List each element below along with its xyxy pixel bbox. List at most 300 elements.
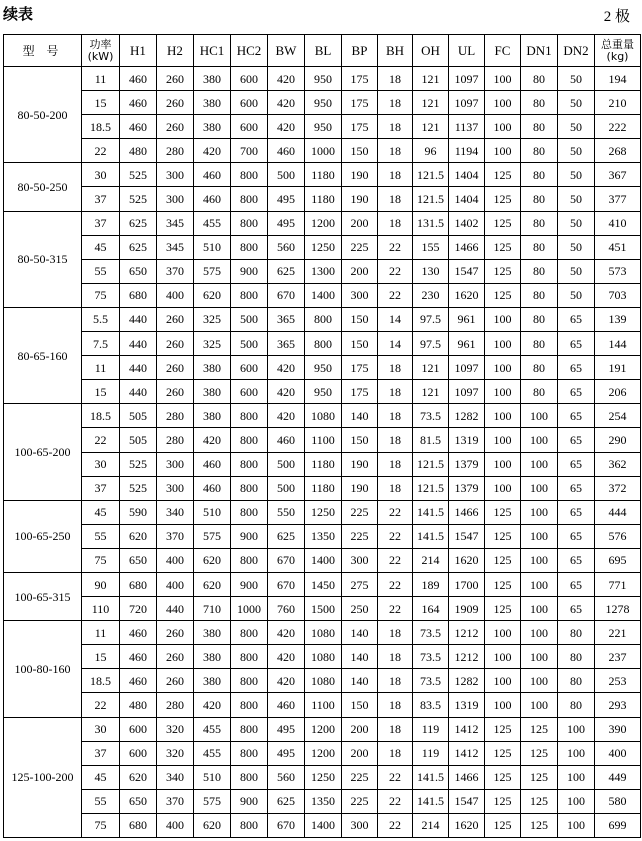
- table-cell: 80: [521, 91, 558, 115]
- table-cell: 800: [231, 500, 268, 524]
- table-cell: 55: [82, 789, 120, 813]
- table-cell: 125: [485, 163, 521, 187]
- table-cell: 80: [521, 235, 558, 259]
- table-cell: 367: [595, 163, 641, 187]
- table-cell: 22: [378, 597, 413, 621]
- table-row: [4, 235, 641, 259]
- table-cell: 125: [485, 259, 521, 283]
- table-cell: 260: [157, 645, 194, 669]
- table-cell: 14: [378, 332, 413, 356]
- table-cell: 1404: [449, 187, 485, 211]
- table-cell: 510: [194, 500, 231, 524]
- table-cell: 950: [305, 67, 342, 91]
- table-cell: 1250: [305, 500, 342, 524]
- table-cell: 1547: [449, 259, 485, 283]
- table-cell: 18: [378, 211, 413, 235]
- table-cell: 125: [485, 789, 521, 813]
- col-header-bh: BH: [378, 35, 413, 67]
- table-cell: 365: [268, 307, 305, 331]
- table-cell: 800: [231, 187, 268, 211]
- table-cell: 699: [595, 813, 641, 837]
- table-cell: 225: [342, 500, 378, 524]
- table-cell: 125: [485, 283, 521, 307]
- table-cell: 141.5: [413, 524, 449, 548]
- table-cell: 15: [82, 380, 120, 404]
- table-cell: 18: [378, 428, 413, 452]
- table-cell: 370: [157, 789, 194, 813]
- table-cell: 460: [268, 139, 305, 163]
- table-cell: 140: [342, 404, 378, 428]
- table-cell: 1080: [305, 669, 342, 693]
- table-cell: 260: [157, 356, 194, 380]
- table-cell: 125: [485, 572, 521, 596]
- table-cell: 100: [521, 452, 558, 476]
- table-cell: 460: [120, 669, 157, 693]
- table-cell: 100: [485, 428, 521, 452]
- table-cell: 800: [231, 235, 268, 259]
- table-cell: 190: [342, 163, 378, 187]
- table-cell: 1282: [449, 404, 485, 428]
- table-cell: 65: [558, 356, 595, 380]
- table-cell: 1180: [305, 452, 342, 476]
- table-cell: 22: [378, 765, 413, 789]
- table-cell: 460: [194, 476, 231, 500]
- table-cell: 620: [194, 813, 231, 837]
- table-cell: 420: [268, 356, 305, 380]
- table-cell: 80: [521, 356, 558, 380]
- table-cell: 18: [378, 356, 413, 380]
- table-title: 续表: [3, 5, 34, 23]
- table-cell: 1100: [305, 428, 342, 452]
- table-cell: 30: [82, 717, 120, 741]
- table-cell: 1379: [449, 476, 485, 500]
- table-cell: 420: [194, 693, 231, 717]
- table-cell: 80: [558, 621, 595, 645]
- table-cell: 11: [82, 67, 120, 91]
- table-cell: 83.5: [413, 693, 449, 717]
- table-cell: 15: [82, 645, 120, 669]
- table-cell: 50: [558, 283, 595, 307]
- table-cell: 420: [194, 139, 231, 163]
- table-cell: 1080: [305, 645, 342, 669]
- table-cell: 260: [157, 307, 194, 331]
- table-cell: 800: [231, 476, 268, 500]
- table-cell: 18.5: [82, 115, 120, 139]
- table-cell: 380: [194, 115, 231, 139]
- table-cell: 125: [485, 548, 521, 572]
- table-row: [4, 283, 641, 307]
- table-cell: 620: [194, 572, 231, 596]
- table-cell: 11: [82, 356, 120, 380]
- table-cell: 65: [558, 404, 595, 428]
- table-cell: 100: [558, 717, 595, 741]
- table-cell: 100: [485, 693, 521, 717]
- table-cell: 30: [82, 163, 120, 187]
- table-cell: 253: [595, 669, 641, 693]
- table-cell: 18: [378, 380, 413, 404]
- table-cell: 700: [231, 139, 268, 163]
- table-row: [4, 115, 641, 139]
- table-cell: 695: [595, 548, 641, 572]
- table-cell: 237: [595, 645, 641, 669]
- table-row: [4, 741, 641, 765]
- table-cell: 100: [558, 765, 595, 789]
- table-cell: 100: [558, 813, 595, 837]
- table-cell: 50: [558, 139, 595, 163]
- table-cell: 45: [82, 235, 120, 259]
- table-cell: 410: [595, 211, 641, 235]
- table-cell: 22: [378, 789, 413, 813]
- table-cell: 80: [521, 283, 558, 307]
- table-cell: 22: [82, 693, 120, 717]
- table-row: [4, 139, 641, 163]
- table-cell: 100: [485, 645, 521, 669]
- table-cell: 73.5: [413, 669, 449, 693]
- table-cell: 90: [82, 572, 120, 596]
- table-cell: 22: [378, 259, 413, 283]
- table-cell: 200: [342, 741, 378, 765]
- table-cell: 100: [521, 476, 558, 500]
- table-cell: 440: [120, 307, 157, 331]
- table-cell: 100: [485, 67, 521, 91]
- table-cell: 73.5: [413, 645, 449, 669]
- table-cell: 18: [378, 91, 413, 115]
- table-cell: 65: [558, 548, 595, 572]
- table-cell: 50: [558, 187, 595, 211]
- table-cell: 210: [595, 91, 641, 115]
- table-cell: 1200: [305, 741, 342, 765]
- table-cell: 80: [521, 187, 558, 211]
- table-cell: 1282: [449, 669, 485, 693]
- table-cell: 300: [342, 813, 378, 837]
- table-cell: 573: [595, 259, 641, 283]
- col-header-bw: BW: [268, 35, 305, 67]
- table-cell: 800: [231, 404, 268, 428]
- col-header-hc1: HC1: [194, 35, 231, 67]
- table-cell: 495: [268, 741, 305, 765]
- table-cell: 625: [120, 235, 157, 259]
- table-row: [4, 621, 641, 645]
- col-header-fc: FC: [485, 35, 521, 67]
- table-cell: 260: [157, 115, 194, 139]
- table-cell: 5.5: [82, 307, 120, 331]
- table-cell: 365: [268, 332, 305, 356]
- table-cell: 576: [595, 524, 641, 548]
- table-cell: 100: [485, 332, 521, 356]
- table-cell: 345: [157, 211, 194, 235]
- table-cell: 121: [413, 115, 449, 139]
- table-cell: 1300: [305, 259, 342, 283]
- table-cell: 1412: [449, 717, 485, 741]
- table-cell: 100: [521, 548, 558, 572]
- table-cell: 225: [342, 765, 378, 789]
- table-cell: 670: [268, 548, 305, 572]
- table-cell: 80: [558, 693, 595, 717]
- table-row: [4, 452, 641, 476]
- table-cell: 380: [194, 356, 231, 380]
- table-cell: 110: [82, 597, 120, 621]
- table-cell: 900: [231, 259, 268, 283]
- header-row: [4, 35, 641, 67]
- table-cell: 50: [558, 163, 595, 187]
- table-cell: 1620: [449, 813, 485, 837]
- table-cell: 505: [120, 428, 157, 452]
- table-cell: 18.5: [82, 404, 120, 428]
- table-cell: 1194: [449, 139, 485, 163]
- table-cell: 455: [194, 717, 231, 741]
- table-cell: 80: [558, 645, 595, 669]
- table-cell: 720: [120, 597, 157, 621]
- table-row: [4, 813, 641, 837]
- table-cell: 250: [342, 597, 378, 621]
- table-cell: 18: [378, 621, 413, 645]
- col-header-h2: H2: [157, 35, 194, 67]
- table-cell: 50: [558, 67, 595, 91]
- table-cell: 1350: [305, 789, 342, 813]
- table-cell: 121.5: [413, 476, 449, 500]
- table-cell: 680: [120, 572, 157, 596]
- table-cell: 200: [342, 259, 378, 283]
- table-cell: 1466: [449, 500, 485, 524]
- table-cell: 1466: [449, 235, 485, 259]
- table-cell: 800: [231, 693, 268, 717]
- table-cell: 125: [521, 765, 558, 789]
- table-cell: 800: [231, 283, 268, 307]
- table-cell: 420: [268, 645, 305, 669]
- table-cell: 18: [378, 115, 413, 139]
- table-cell: 11: [82, 621, 120, 645]
- table-cell: 800: [231, 452, 268, 476]
- table-cell: 100: [485, 621, 521, 645]
- table-cell: 80: [558, 669, 595, 693]
- table-cell: 320: [157, 741, 194, 765]
- table-cell: 600: [120, 717, 157, 741]
- table-cell: 100: [485, 404, 521, 428]
- table-cell: 100: [485, 91, 521, 115]
- table-cell: 560: [268, 765, 305, 789]
- table-cell: 80: [521, 163, 558, 187]
- table-row: [4, 645, 641, 669]
- table-cell: 1350: [305, 524, 342, 548]
- table-cell: 370: [157, 259, 194, 283]
- table-cell: 1000: [305, 139, 342, 163]
- table-cell: 900: [231, 572, 268, 596]
- table-cell: 125: [485, 741, 521, 765]
- table-cell: 125: [521, 741, 558, 765]
- table-cell: 525: [120, 163, 157, 187]
- col-header-dn1: DN1: [521, 35, 558, 67]
- table-cell: 380: [194, 67, 231, 91]
- table-cell: 65: [558, 452, 595, 476]
- table-row: [4, 163, 641, 187]
- table-cell: 97.5: [413, 307, 449, 331]
- table-cell: 45: [82, 765, 120, 789]
- table-cell: 575: [194, 259, 231, 283]
- table-cell: 254: [595, 404, 641, 428]
- table-cell: 625: [268, 789, 305, 813]
- table-cell: 80: [521, 307, 558, 331]
- table-cell: 260: [157, 621, 194, 645]
- table-cell: 440: [120, 380, 157, 404]
- table-cell: 125: [485, 597, 521, 621]
- table-cell: 420: [194, 428, 231, 452]
- table-cell: 22: [378, 548, 413, 572]
- table-cell: 400: [157, 813, 194, 837]
- table-cell: 100: [521, 597, 558, 621]
- table-cell: 280: [157, 139, 194, 163]
- table-cell: 620: [194, 283, 231, 307]
- table-cell: 80: [521, 139, 558, 163]
- table-row: [4, 404, 641, 428]
- table-cell: 125: [485, 500, 521, 524]
- table-cell: 22: [378, 524, 413, 548]
- table-cell: 125: [485, 765, 521, 789]
- table-cell: 800: [231, 211, 268, 235]
- table-cell: 65: [558, 597, 595, 621]
- table-cell: 950: [305, 356, 342, 380]
- table-cell: 650: [120, 259, 157, 283]
- table-cell: 100: [485, 356, 521, 380]
- table-cell: 75: [82, 813, 120, 837]
- table-cell: 225: [342, 789, 378, 813]
- model-cell: 80-50-250: [4, 163, 82, 211]
- table-row: [4, 572, 641, 596]
- table-cell: 950: [305, 380, 342, 404]
- table-cell: 100: [521, 645, 558, 669]
- table-cell: 100: [485, 115, 521, 139]
- table-cell: 97.5: [413, 332, 449, 356]
- table-cell: 800: [231, 669, 268, 693]
- table-cell: 1137: [449, 115, 485, 139]
- table-cell: 206: [595, 380, 641, 404]
- table-cell: 1250: [305, 235, 342, 259]
- table-cell: 650: [120, 548, 157, 572]
- table-cell: 30: [82, 452, 120, 476]
- table-cell: 125: [485, 717, 521, 741]
- table-cell: 75: [82, 548, 120, 572]
- table-row: [4, 717, 641, 741]
- table-cell: 800: [305, 332, 342, 356]
- table-cell: 18.5: [82, 669, 120, 693]
- table-cell: 100: [521, 693, 558, 717]
- table-cell: 275: [342, 572, 378, 596]
- table-cell: 800: [231, 741, 268, 765]
- table-cell: 460: [268, 693, 305, 717]
- table-cell: 760: [268, 597, 305, 621]
- table-cell: 961: [449, 332, 485, 356]
- table-cell: 50: [558, 211, 595, 235]
- table-cell: 444: [595, 500, 641, 524]
- table-cell: 100: [521, 669, 558, 693]
- table-row: [4, 332, 641, 356]
- table-cell: 22: [378, 500, 413, 524]
- table-cell: 1180: [305, 187, 342, 211]
- table-cell: 625: [268, 524, 305, 548]
- col-header-model: 型 号: [4, 35, 82, 67]
- table-cell: 18: [378, 452, 413, 476]
- table-cell: 1909: [449, 597, 485, 621]
- table-cell: 37: [82, 741, 120, 765]
- table-cell: 320: [157, 717, 194, 741]
- table-cell: 800: [231, 645, 268, 669]
- table-cell: 420: [268, 91, 305, 115]
- col-header-power: 功率 (kW): [82, 35, 120, 67]
- table-cell: 100: [521, 500, 558, 524]
- table-cell: 420: [268, 380, 305, 404]
- table-row: [4, 789, 641, 813]
- table-cell: 18: [378, 67, 413, 91]
- table-cell: 390: [595, 717, 641, 741]
- table-cell: 150: [342, 693, 378, 717]
- table-cell: 800: [231, 548, 268, 572]
- table-cell: 194: [595, 67, 641, 91]
- table-row: [4, 524, 641, 548]
- table-cell: 1319: [449, 428, 485, 452]
- table-cell: 37: [82, 476, 120, 500]
- table-cell: 500: [231, 332, 268, 356]
- table-cell: 125: [485, 211, 521, 235]
- table-cell: 290: [595, 428, 641, 452]
- table-cell: 1500: [305, 597, 342, 621]
- table-cell: 800: [231, 765, 268, 789]
- table-cell: 125: [485, 813, 521, 837]
- table-cell: 1404: [449, 163, 485, 187]
- table-cell: 22: [378, 572, 413, 596]
- table-cell: 100: [558, 741, 595, 765]
- table-cell: 345: [157, 235, 194, 259]
- col-header-dn2: DN2: [558, 35, 595, 67]
- col-header-bp: BP: [342, 35, 378, 67]
- table-cell: 214: [413, 813, 449, 837]
- table-cell: 119: [413, 717, 449, 741]
- table-cell: 18: [378, 163, 413, 187]
- table-cell: 495: [268, 187, 305, 211]
- table-cell: 600: [231, 91, 268, 115]
- table-cell: 100: [485, 452, 521, 476]
- table-cell: 620: [194, 548, 231, 572]
- col-header-h1: H1: [120, 35, 157, 67]
- table-cell: 800: [231, 813, 268, 837]
- table-cell: 1180: [305, 163, 342, 187]
- table-cell: 37: [82, 187, 120, 211]
- table-cell: 380: [194, 91, 231, 115]
- table-cell: 175: [342, 115, 378, 139]
- table-cell: 380: [194, 645, 231, 669]
- table-cell: 73.5: [413, 404, 449, 428]
- table-cell: 800: [231, 621, 268, 645]
- table-cell: 121: [413, 380, 449, 404]
- table-cell: 222: [595, 115, 641, 139]
- table-cell: 460: [120, 621, 157, 645]
- model-cell: 80-65-160: [4, 307, 82, 403]
- model-cell: 125-100-200: [4, 717, 82, 837]
- table-cell: 460: [120, 645, 157, 669]
- table-cell: 800: [305, 307, 342, 331]
- table-cell: 141.5: [413, 789, 449, 813]
- table-row: [4, 380, 641, 404]
- table-cell: 372: [595, 476, 641, 500]
- table-cell: 525: [120, 187, 157, 211]
- table-cell: 460: [194, 187, 231, 211]
- table-cell: 100: [521, 621, 558, 645]
- table-cell: 460: [120, 67, 157, 91]
- table-cell: 380: [194, 621, 231, 645]
- table-cell: 260: [157, 380, 194, 404]
- table-cell: 80: [521, 332, 558, 356]
- table-cell: 144: [595, 332, 641, 356]
- model-cell: 80-50-200: [4, 67, 82, 163]
- model-cell: 100-80-160: [4, 621, 82, 717]
